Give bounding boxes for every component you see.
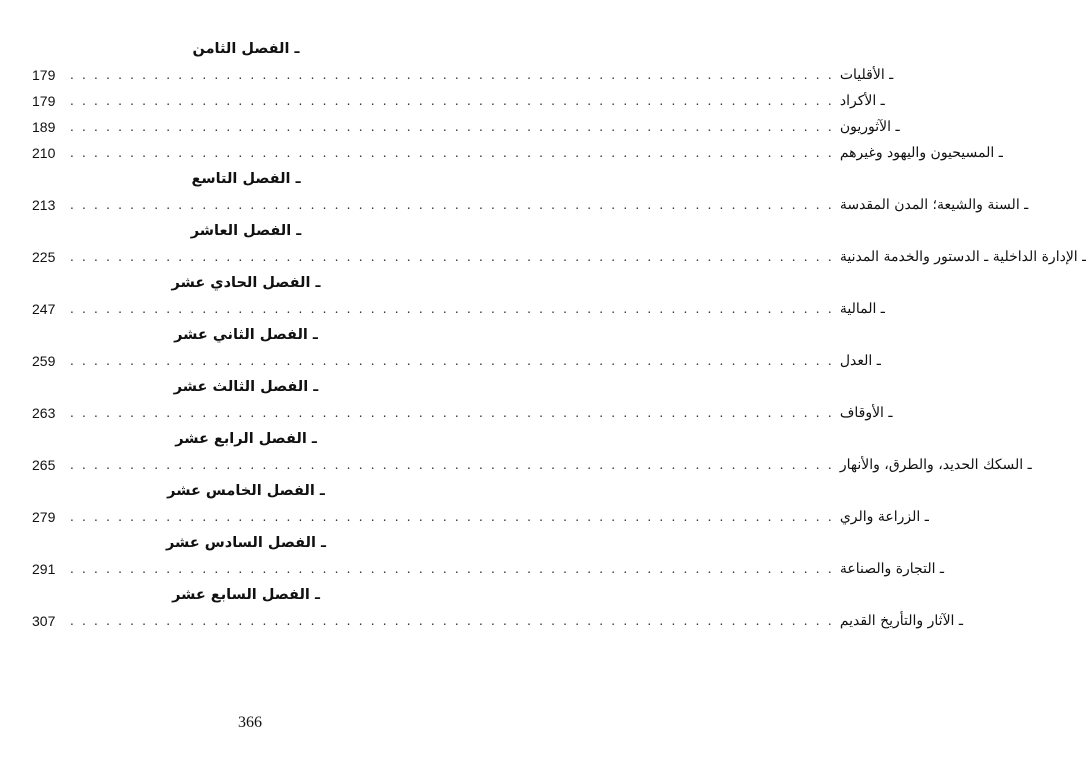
toc-entry[interactable] <box>32 244 1086 270</box>
entry-page-number: 225 <box>32 249 56 265</box>
dot-leader: . . . . . . . . . . . . . . . . . . . . . . . . . . . . . . . . . . . . . . . . . . . . . . . . . . . . . . . . . . . . . . . . <box>70 406 834 420</box>
chapter-heading: ـ الفصل العاشر <box>190 223 302 239</box>
dot-leader: . . . . . . . . . . . . . . . . . . . . . . . . . . . . . . . . . . . . . . . . . . . . . . . . . . . . . . . . . . . . . . . . <box>70 198 834 212</box>
dot-leader: . . . . . . . . . . . . . . . . . . . . . . . . . . . . . . . . . . . . . . . . . . . . . . . . . . . . . . . . . . . . . . . . <box>70 354 834 368</box>
toc-entry[interactable] <box>32 504 929 530</box>
toc-entry[interactable] <box>32 348 881 374</box>
entry-title: ـ المالية <box>839 301 885 317</box>
chapter-heading: ـ الفصل الرابع عشر <box>175 431 317 447</box>
entry-page-number: 210 <box>32 145 56 161</box>
entry-title: ـ الآثار والتأريخ القديم <box>839 613 963 629</box>
dot-leader: . . . . . . . . . . . . . . . . . . . . . . . . . . . . . . . . . . . . . . . . . . . . . . . . . . . . . . . . . . . . . . . . <box>70 120 834 134</box>
chapter-heading: ـ الفصل الحادي عشر <box>171 275 321 291</box>
entry-page-number: 259 <box>32 353 56 369</box>
entry-title: ـ التجارة والصناعة <box>839 561 945 577</box>
entry-title: ـ الأقليات <box>839 67 894 83</box>
entry-page-number: 263 <box>32 405 56 421</box>
toc-entry[interactable] <box>32 114 900 140</box>
entry-page-number: 179 <box>32 67 56 83</box>
page-number: 366 <box>238 714 262 731</box>
chapter-heading: ـ الفصل الخامس عشر <box>167 483 325 499</box>
dot-leader: . . . . . . . . . . . . . . . . . . . . . . . . . . . . . . . . . . . . . . . . . . . . . . . . . . . . . . . . . . . . . . . . <box>70 458 834 472</box>
entry-title: ـ السنة والشيعة؛ المدن المقدسة <box>839 197 1029 213</box>
entry-page-number: 247 <box>32 301 56 317</box>
dot-leader: . . . . . . . . . . . . . . . . . . . . . . . . . . . . . . . . . . . . . . . . . . . . . . . . . . . . . . . . . . . . . . . . <box>70 562 834 576</box>
entry-title: ـ الزراعة والري <box>839 509 929 525</box>
dot-leader: . . . . . . . . . . . . . . . . . . . . . . . . . . . . . . . . . . . . . . . . . . . . . . . . . . . . . . . . . . . . . . . . <box>70 250 834 264</box>
chapter-heading: ـ الفصل الثاني عشر <box>174 327 318 343</box>
entry-page-number: 307 <box>32 613 56 629</box>
entry-page-number: 291 <box>32 561 56 577</box>
toc-entry[interactable] <box>32 192 1029 218</box>
entry-page-number: 265 <box>32 457 56 473</box>
toc-entry[interactable] <box>32 608 963 634</box>
chapter-heading: ـ الفصل التاسع <box>191 171 301 187</box>
entry-title: ـ الآثوريون <box>839 119 900 135</box>
entry-page-number: 213 <box>32 197 56 213</box>
dot-leader: . . . . . . . . . . . . . . . . . . . . . . . . . . . . . . . . . . . . . . . . . . . . . . . . . . . . . . . . . . . . . . . . <box>70 614 834 628</box>
dot-leader: . . . . . . . . . . . . . . . . . . . . . . . . . . . . . . . . . . . . . . . . . . . . . . . . . . . . . . . . . . . . . . . . <box>70 68 834 82</box>
toc-entry[interactable] <box>32 62 894 88</box>
toc-entry[interactable] <box>32 88 885 114</box>
chapter-heading: ـ الفصل السادس عشر <box>166 535 326 551</box>
dot-leader: . . . . . . . . . . . . . . . . . . . . . . . . . . . . . . . . . . . . . . . . . . . . . . . . . . . . . . . . . . . . . . . . <box>70 302 834 316</box>
toc-entry[interactable] <box>32 400 893 426</box>
entry-page-number: 179 <box>32 93 56 109</box>
toc-entry[interactable] <box>32 556 945 582</box>
entry-title: ـ الإدارة الداخلية ـ الدستور والخدمة المدنية <box>839 249 1086 265</box>
entry-page-number: 189 <box>32 119 56 135</box>
dot-leader: . . . . . . . . . . . . . . . . . . . . . . . . . . . . . . . . . . . . . . . . . . . . . . . . . . . . . . . . . . . . . . . . <box>70 510 834 524</box>
dot-leader: . . . . . . . . . . . . . . . . . . . . . . . . . . . . . . . . . . . . . . . . . . . . . . . . . . . . . . . . . . . . . . . . <box>70 146 834 160</box>
toc-entry[interactable] <box>32 296 885 322</box>
entry-title: ـ السكك الحديد، والطرق، والأنهار <box>839 457 1032 473</box>
toc-entry[interactable] <box>32 452 1032 478</box>
entry-title: ـ الأكراد <box>839 93 885 109</box>
entry-page-number: 279 <box>32 509 56 525</box>
dot-leader: . . . . . . . . . . . . . . . . . . . . . . . . . . . . . . . . . . . . . . . . . . . . . . . . . . . . . . . . . . . . . . . . <box>70 94 834 108</box>
toc-entry[interactable] <box>32 140 1003 166</box>
entry-title: ـ المسيحيون واليهود وغيرهم <box>839 145 1003 161</box>
entry-title: ـ الأوقاف <box>839 405 893 421</box>
chapter-heading: ـ الفصل الثامن <box>192 41 300 57</box>
table-of-contents <box>32 36 1086 634</box>
entry-title: ـ العدل <box>839 353 881 369</box>
chapter-heading: ـ الفصل الثالث عشر <box>173 379 319 395</box>
chapter-heading: ـ الفصل السابع عشر <box>172 587 320 603</box>
